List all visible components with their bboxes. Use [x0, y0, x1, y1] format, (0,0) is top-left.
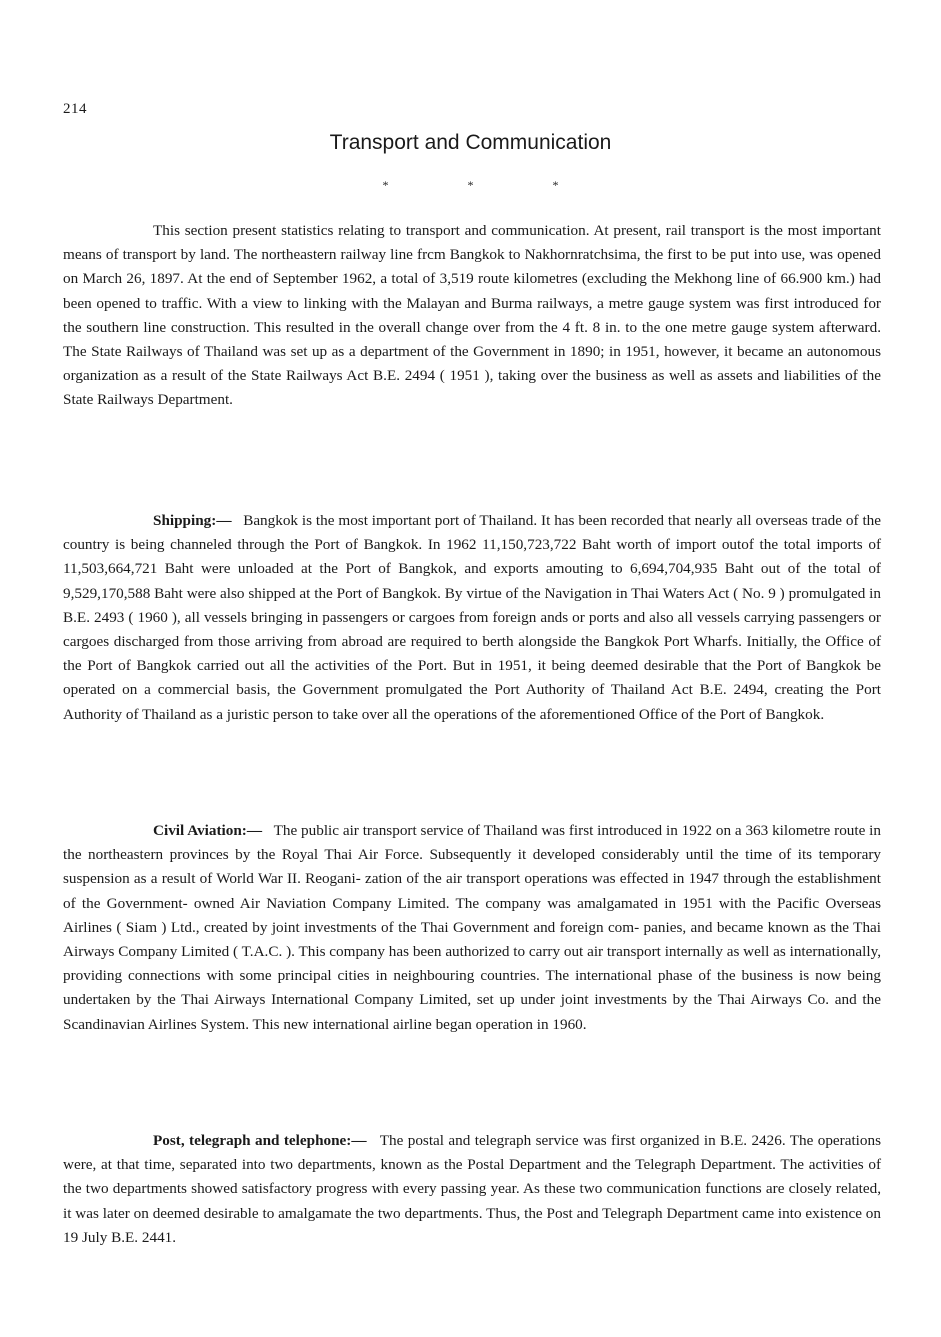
page-number: 214: [63, 101, 87, 117]
shipping-heading: Shipping:—: [153, 512, 232, 529]
post-telegraph-heading: Post, telegraph and telephone:—: [153, 1132, 367, 1149]
separator-star: *: [382, 178, 389, 192]
separator-star: *: [552, 178, 559, 192]
shipping-paragraph: [63, 509, 881, 727]
civil-aviation-heading: Civil Aviation:—: [153, 822, 263, 839]
intro-text: This section present statistics relating to transport and communication. At present, rail transport is the most important means of transport by land. The northeastern railway line frcm Bangkok to Nakhornratchsima, the first to be put into use, was opened on March 26, 1897. At the end of September 1962, a total of 3,519 route kilometres (excluding the Mekhong line of 66.900 km.) had been opened to traffic. With a view to linking with the Malayan and Burma railways, a metre gauge system was first introduced for the southern line construction. This resulted in the overall change over from the 4 ft. 8 in. to the one metre gauge system afterward. The State Railways of Thailand was set up as a department of the Government in 1890; in 1951, however, it became an autonomous organization as a result of the State Railways Act B.E. 2494 ( 1951 ), taking over the business as well as assets and liabilities of the State Railways Department.: [63, 222, 881, 409]
post-telegraph-text: The postal and telegraph service was first organized in B.E. 2426. The operations were, at that time, separated into two departments, known as the Postal Department and the Telegraph Department. The activities of the two departments showed satisfactory progress with every passing year. As these two communication functions are closely related, it was later on deemed desirable to amalgamate the two departments. Thus, the Post and Telegraph Department came into existence on 19 July B.E. 2441.: [63, 1132, 881, 1246]
shipping-text: Bangkok is the most important port of Thailand. It has been recorded that nearly all overseas trade of the country is being channeled through the Port of Bangkok. In 1962 11,150,723,722 Baht worth of import outof the total imports of 11,503,664,721 Baht were unloaded at the Port of Bangkok, and exports amouting to 6,694,704,935 Baht out of the total of 9,529,170,588 Baht were also shipped at the Port of Bangkok. By virtue of the Navigation in Thai Waters Act ( No. 9 ) promulgated in B.E. 2493 ( 1960 ), all vessels bringing in passengers or cargoes from foreign ands or ports and also all vessels carrying passengers or cargoes discharged from those arriving from abroad are required to berth alongside the Bangkok Port Wharfs. Initially, the Office of the Port of Bangkok carried out all the activities of the Port. But in 1951, it being deemed desirable that the Port of Bangkok be operated on a commercial basis, the Government promulgated the Port Authority of Thailand Act B.E. 2494, creating the Port Authority of Thailand as a juristic person to take over all the operations of the aforementioned Office of the Port of Bangkok.: [63, 512, 881, 723]
page-title: Transport and Communication: [329, 131, 612, 154]
post-telegraph-paragraph: [63, 1129, 881, 1250]
intro-paragraph: [63, 219, 881, 413]
section-separator: [0, 178, 941, 193]
civil-aviation-paragraph: [63, 819, 881, 1037]
separator-star: *: [467, 178, 474, 192]
civil-aviation-text: The public air transport service of Thailand was first introduced in 1922 on a 363 kilometre route in the northeastern provinces by the Royal Thai Air Force. Subsequently it developed considerably until the time of its temporary suspension as a result of World War II. Reogani- zation of the air transport operations was effected in 1947 through the establishment of the Government- owned Air Naviation Company Limited. The company was amalgamated in 1951 with the Pacific Overseas Airlines ( Siam ) Ltd., created by joint investments of the Thai Government and foreign com- panies, and became known as the Thai Airways Company Limited ( T.A.C. ). This company has been authorized to carry out air transport internally as well as internationally, providing connections with some principal cities in neighbouring countries. The international phase of the business is now being undertaken by the Thai Airways International Company Limited, set up under joint investments by the Thai Airways Co. and the Scandinavian Airlines System. This new international airline began operation in 1960.: [63, 822, 881, 1033]
